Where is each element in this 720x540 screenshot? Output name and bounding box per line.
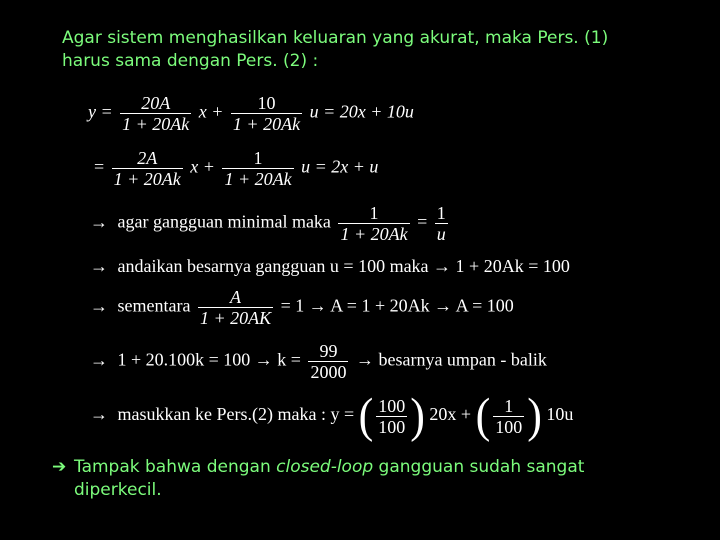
eq1-f2-numerator: 10 xyxy=(257,93,276,113)
conclusion-text xyxy=(52,456,702,502)
eq1-lhs: y = xyxy=(88,101,113,122)
step-2 xyxy=(90,256,570,277)
eq1-mid: x + xyxy=(198,101,224,122)
step4-rhs: → besarnya umpan - balik xyxy=(355,349,547,370)
step2-text: andaikan besarnya gangguan u = 100 maka → 1 + 20Ak = 100 xyxy=(117,256,570,276)
step5-f2-numerator: 1 xyxy=(504,395,514,416)
eq1-fraction-2 xyxy=(231,93,302,134)
step3-fraction xyxy=(198,287,273,328)
step5-text: masukkan ke Pers.(2) maka : y = xyxy=(117,404,355,425)
step1-mid: = xyxy=(417,211,428,232)
step5-fraction-2 xyxy=(493,396,524,437)
step5-mid: 20x + xyxy=(429,404,472,425)
eq2-lhs: = xyxy=(94,156,105,177)
intro-line-2: harus sama dengan Pers. (2) : xyxy=(62,51,319,71)
eq2-fraction-2 xyxy=(222,148,293,189)
step5-f1-numerator: 100 xyxy=(378,395,406,416)
arrow-icon: → xyxy=(90,295,108,316)
step3-rhs: = 1 → A = 1 + 20Ak → A = 100 xyxy=(280,295,514,316)
step1-g-denominator: u xyxy=(436,224,446,244)
step3-text: sementara xyxy=(117,295,191,316)
step5-f1-denominator: 100 xyxy=(378,416,406,437)
step4-f-denominator: 2000 xyxy=(310,362,347,382)
step1-f-numerator: 1 xyxy=(369,203,379,223)
step5-fraction-1 xyxy=(376,396,407,437)
equation-2 xyxy=(94,148,378,189)
intro-line-1: Agar sistem menghasilkan keluaran yang akurat, maka Pers. (1) xyxy=(62,28,609,48)
conclusion-after: gangguan sudah sangat xyxy=(373,457,585,477)
eq1-f1-numerator: 20A xyxy=(141,93,171,113)
arrow-icon: → xyxy=(90,404,108,425)
equation-1 xyxy=(88,93,414,134)
step1-fraction-2 xyxy=(435,203,448,244)
eq2-rhs: u = 2x + u xyxy=(301,156,379,177)
step-3 xyxy=(90,287,514,328)
step-1 xyxy=(90,203,451,244)
arrow-icon: → xyxy=(90,349,108,370)
arrow-bullet-icon: ➔ xyxy=(52,457,67,477)
eq2-f1-denominator: 1 + 20Ak xyxy=(113,169,181,189)
eq2-f2-denominator: 1 + 20Ak xyxy=(224,169,292,189)
conclusion-italic: closed-loop xyxy=(276,457,374,477)
step-5 xyxy=(90,388,574,443)
right-paren: ) xyxy=(527,388,542,443)
step5-f2-denominator: 100 xyxy=(495,416,523,437)
step1-f-denominator: 1 + 20Ak xyxy=(340,224,408,244)
eq2-f1-numerator: 2A xyxy=(137,148,158,168)
left-paren: ( xyxy=(358,388,374,443)
step4-f-numerator: 99 xyxy=(319,341,338,361)
conclusion-line-1 xyxy=(52,456,702,479)
intro-text xyxy=(62,27,702,73)
step1-text: agar gangguan minimal maka xyxy=(117,211,331,232)
eq2-f2-numerator: 1 xyxy=(253,148,263,168)
eq1-f2-denominator: 1 + 20Ak xyxy=(232,114,301,134)
arrow-icon: → xyxy=(90,256,108,276)
arrow-icon: → xyxy=(90,211,108,232)
step3-f-denominator: 1 + 20AK xyxy=(199,308,272,328)
conclusion-before: Tampak bahwa dengan xyxy=(74,457,277,477)
eq1-f1-denominator: 1 + 20Ak xyxy=(122,114,190,134)
eq1-fraction-1 xyxy=(120,93,191,134)
step4-fraction xyxy=(308,341,348,382)
step1-fraction-1 xyxy=(338,203,409,244)
eq2-mid: x + xyxy=(190,156,215,177)
step5-rhs: 10u xyxy=(546,404,574,425)
eq2-fraction-1 xyxy=(112,148,183,189)
right-paren: ) xyxy=(410,388,425,443)
step-4 xyxy=(90,341,547,382)
conclusion-line-2: diperkecil. xyxy=(74,480,162,500)
left-paren: ( xyxy=(475,388,491,443)
step1-g-numerator: 1 xyxy=(436,203,446,223)
step3-f-numerator: A xyxy=(230,287,242,307)
step4-text: 1 + 20.100k = 100 → k = xyxy=(117,349,301,370)
eq1-rhs: u = 20x + 10u xyxy=(309,101,414,122)
